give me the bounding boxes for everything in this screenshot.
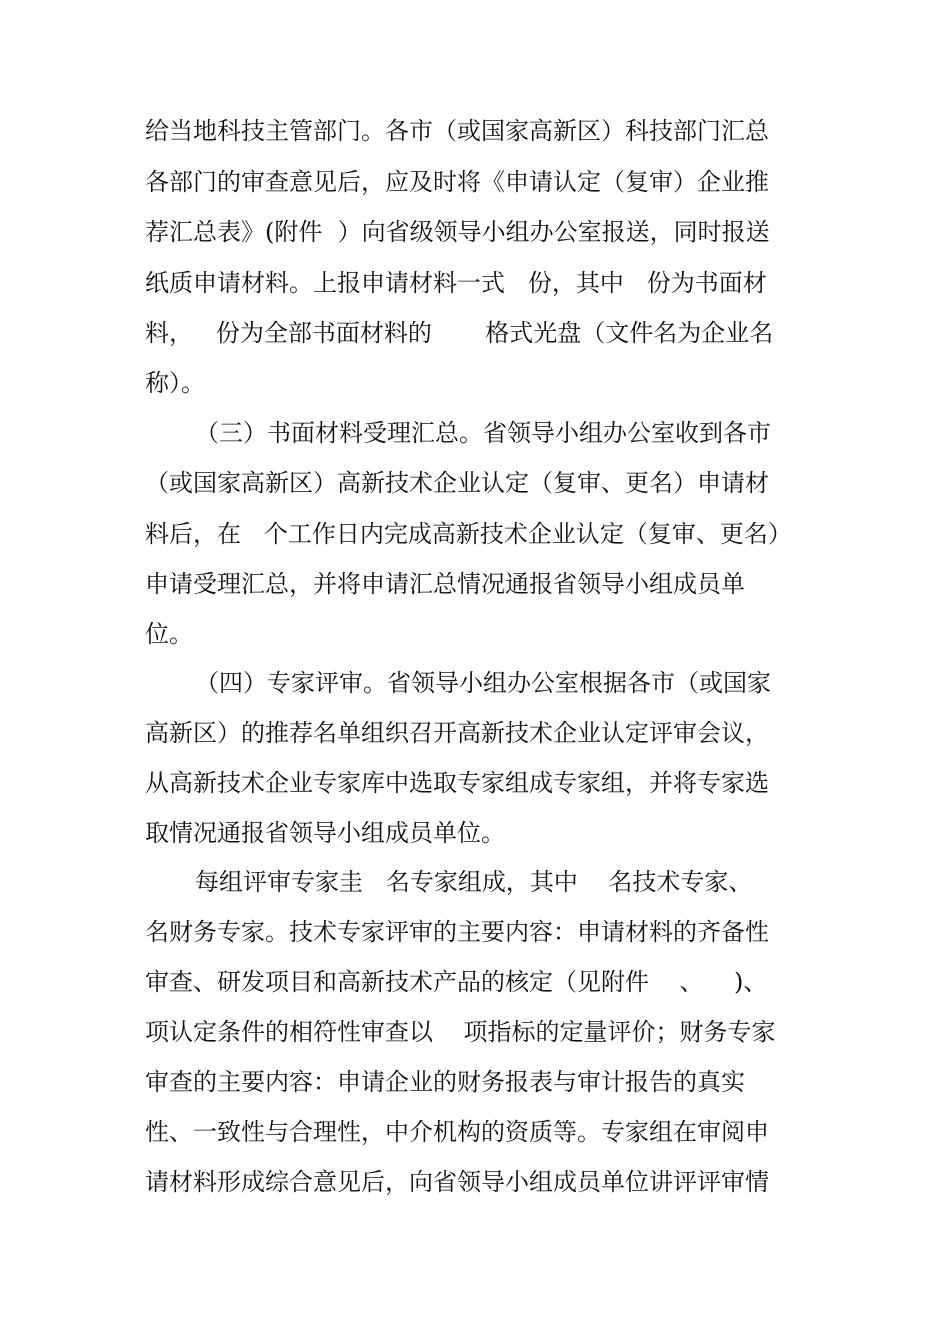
- line-text: 纸质申请材料。上报申请材料一式 份，其中 份为书面材: [145, 269, 767, 297]
- paragraph-line: [0, 1062, 950, 1102]
- line-text: 项认定条件的相符性审查以 项指标的定量评价；财务专家: [145, 1018, 776, 1046]
- line-text: 申请受理汇总，并将申请汇总情况通报省领导小组成员单: [145, 570, 745, 598]
- paragraph-line: [0, 363, 950, 403]
- paragraph-line: [0, 1112, 950, 1152]
- line-text: 请材料形成综合意见后，向省领导小组成员单位讲评评审情: [145, 1168, 769, 1196]
- paragraph-line: [0, 413, 950, 453]
- line-text: 高新区）的推荐名单组织召开高新技术企业认定评审会议，: [145, 719, 769, 747]
- line-text: 从高新技术企业专家库中选取专家组成专家组，并将专家选: [145, 769, 769, 797]
- line-text: 荐汇总表》(附件 ）向省级领导小组办公室报送，同时报送: [145, 218, 770, 246]
- paragraph-line: [0, 713, 950, 753]
- paragraph-line: [0, 1162, 950, 1202]
- paragraph-line: [0, 313, 950, 353]
- paragraph-line: [0, 962, 950, 1002]
- line-text: 名财务专家。技术专家评审的主要内容：申请材料的齐备性: [145, 918, 769, 946]
- line-text: 审查的主要内容：申请企业的财务报表与审计报告的真实: [145, 1068, 745, 1096]
- paragraph-line: [0, 813, 950, 853]
- paragraph-line: [0, 763, 950, 803]
- line-text: 性、一致性与合理性，中介机构的资质等。专家组在审阅申: [145, 1118, 769, 1146]
- line-text: 料后，在 个工作日内完成高新技术企业认定（复审、更名）: [145, 520, 792, 548]
- paragraph-line: [0, 564, 950, 604]
- line-text: （三）书面材料受理汇总。省领导小组办公室收到各市: [195, 419, 771, 447]
- line-text: （或国家高新区）高新技术企业认定（复审、更名）申请材: [145, 469, 769, 497]
- paragraph-line: [0, 212, 950, 252]
- paragraph-line: [0, 111, 950, 151]
- paragraph-line: [0, 514, 950, 554]
- line-text: 各部门的审查意见后，应及时将《申请认定（复审）企业推: [145, 168, 769, 196]
- paragraph-line: [0, 912, 950, 952]
- paragraph-line: [0, 614, 950, 654]
- line-text: 取情况通报省领导小组成员单位。: [145, 819, 505, 847]
- line-text: 每组评审专家圭 名专家组成，其中 名技术专家、: [195, 868, 753, 896]
- line-text: （四）专家评审。省领导小组办公室根据各市（或国家: [195, 669, 771, 697]
- paragraph-line: [0, 862, 950, 902]
- paragraph-line: [0, 263, 950, 303]
- paragraph-line: [0, 663, 950, 703]
- line-text: 给当地科技主管部门。各市（或国家高新区）科技部门汇总: [145, 117, 769, 145]
- paragraph-line: [0, 1012, 950, 1052]
- line-text: 位。: [145, 620, 193, 648]
- paragraph-line: [0, 463, 950, 503]
- line-text: 称）。: [145, 369, 205, 397]
- paragraph-line: [0, 162, 950, 202]
- line-text: 审查、研发项目和高新技术产品的核定（见附件 、 )、: [145, 968, 768, 996]
- line-text: 料， 份为全部书面材料的 格式光盘（文件名为企业名: [145, 319, 774, 347]
